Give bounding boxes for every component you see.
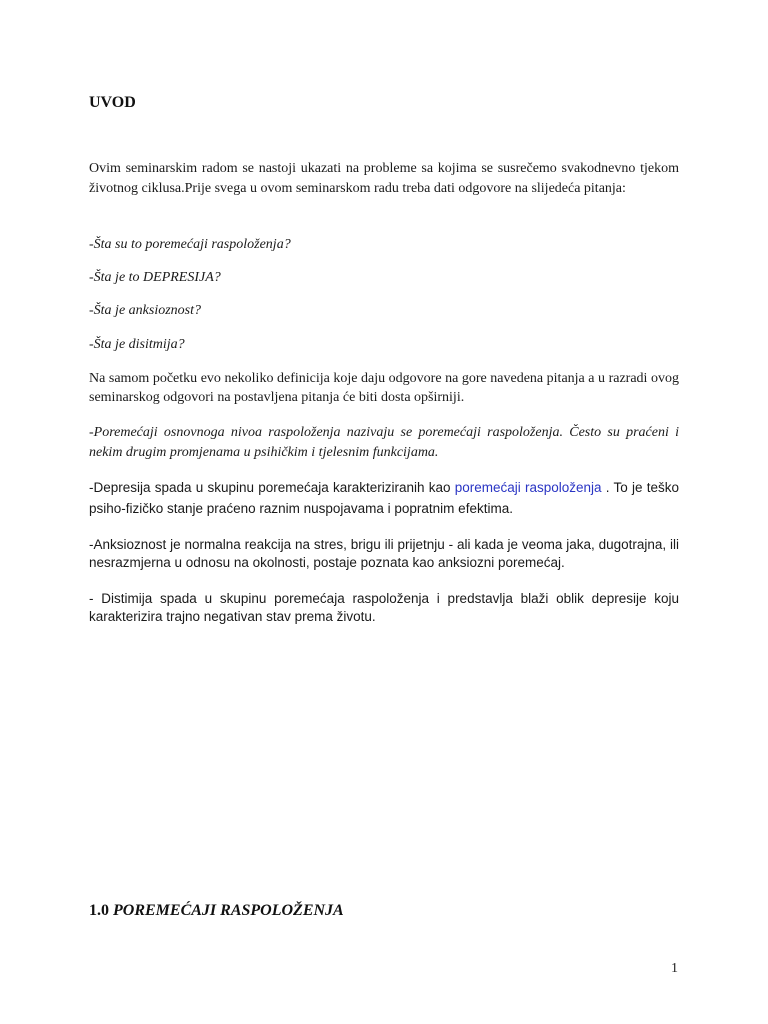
definition-dysthymia: - Distimija spada u skupinu poremećaja raspoloženja i predstavlja blaži oblik depresije koju karakterizira trajno negativan stav prema životu. — [89, 591, 679, 624]
definition-depression-text-end: . To je teško psiho-fizičko stanje praćeno raznim nuspojavama i popratnim efektima. — [89, 480, 679, 516]
overview-paragraph: Na samom početku evo nekoliko definicija koje daju odgovore na gore navedena pitanja a u razradi ovog seminarskog odgovori na postavljena pitanja će biti dosta opširniji. — [89, 371, 679, 405]
definition-anxiety: -Anksioznost je normalna reakcija na stres, brigu ili prijetnju - ali kada je veoma jaka, dugotrajna, ili nesrazmjerna u odnosu na okolnosti, postaje poznata kao anksiozni poremećaj. — [89, 537, 679, 570]
page-heading: UVOD — [89, 94, 136, 111]
section-title: POREMEĆAJI RASPOLOŽENJA — [113, 902, 344, 919]
mood-disorders-link[interactable]: poremećaji raspoloženja — [454, 480, 602, 495]
intro-paragraph: Ovim seminarskim radom se nastoji ukazati na probleme sa kojima se susrečemo svakodnevno tjekom životnog ciklusa.Prije svega u ovom seminarskom radu treba dati odgovore na slijedeća pitanja: — [89, 161, 679, 196]
definition-depression-text-start: -Depresija spada u skupinu poremećaja karakteriziranih kao — [89, 480, 455, 495]
section-heading — [89, 902, 344, 920]
page-number: 1 — [671, 961, 678, 976]
question-anxiety: -Šta je anksioznost? — [89, 303, 201, 318]
definition-mood-disorders: -Poremećaji osnovnoga nivoa raspoloženja nazivaju se poremećaji raspoloženja. Često su praćeni i nekim drugim promjenama u psihičkim i tjelesnim funkcijama. — [89, 425, 679, 460]
question-dysthymia: -Šta je disitmija? — [89, 337, 185, 352]
definition-depression — [89, 477, 679, 519]
question-mood-disorders: -Šta su to poremećaji raspoloženja? — [89, 237, 291, 252]
section-number: 1.0 — [89, 902, 109, 919]
question-depression: -Šta je to DEPRESIJA? — [89, 270, 221, 285]
